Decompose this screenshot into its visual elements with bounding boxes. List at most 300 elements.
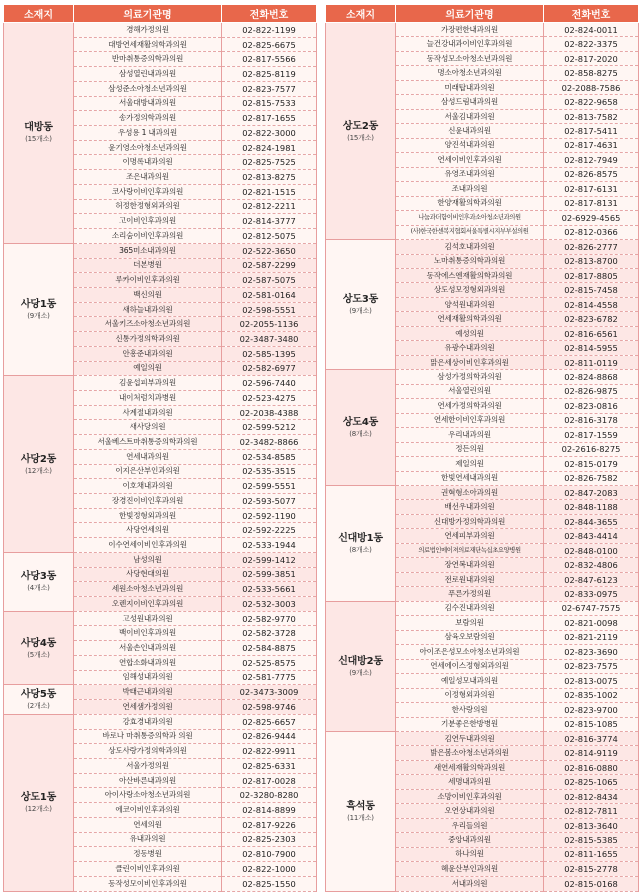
clinic-name: 김석호내과의원 [396,240,544,254]
clinic-phone: 02-599-3851 [222,567,317,582]
clinic-phone: 02-844-3655 [544,514,639,528]
clinic-phone: 02-533-5661 [222,582,317,597]
clinic-name: 오연상내과의원 [396,804,544,818]
clinic-phone: 02-812-2211 [222,199,317,214]
clinic-name: 연세피부과의원 [396,529,544,543]
region-name: 사당1동 [20,299,57,311]
region-cell [326,23,396,240]
clinic-phone: 02-592-1190 [222,508,317,523]
table-row [326,486,639,500]
region-count: (4개소) [27,584,50,593]
region-cell [326,601,396,731]
clinic-phone: 02-585-1395 [222,346,317,361]
region-count: (9개소) [27,312,50,321]
clinic-name: 나눔과더함이비인후과소아청소년과의원 [396,211,544,225]
region-count: (9개소) [349,668,372,677]
clinic-phone: 02-825-6331 [222,758,317,773]
clinic-phone: 02-848-1188 [544,500,639,514]
clinic-name: 중앙내과의원 [396,833,544,847]
clinic-phone: 02-533-1944 [222,538,317,553]
region-name: 사당5동 [20,689,57,701]
table-row [4,611,317,626]
clinic-name: 사당현대의원 [74,567,222,582]
clinic-name: 한빛연세내과의원 [396,471,544,485]
clinic-name: 제일의원 [396,457,544,471]
clinic-name: 동작성모소아청소년과의원 [396,51,544,65]
clinic-name: 소망이비인후과의원 [396,789,544,803]
clinic-phone: 02-813-3640 [544,818,639,832]
clinic-phone: 02-813-7582 [544,109,639,123]
clinic-phone: 02-814-5955 [544,341,639,355]
clinic-phone: 02-812-7949 [544,153,639,167]
clinic-phone: 02-821-1515 [222,184,317,199]
clinic-name: 전로원내과의원 [396,572,544,586]
clinic-name: (사)한국한센복지협회서울특별시지부부설의원 [396,225,544,239]
clinic-phone: 02-2088-7586 [544,80,639,94]
region-cell [4,611,74,685]
header-name: 의료기관명 [396,5,544,23]
clinic-name: 우리들의원 [396,818,544,832]
region-count: (11개소) [347,813,374,822]
table-row [326,23,639,37]
clinic-name: 연합소화내과의원 [74,655,222,670]
clinic-name: 이지은산부인과의원 [74,464,222,479]
clinic-phone: 02-815-7533 [222,96,317,111]
clinic-phone: 02-823-0816 [544,399,639,413]
clinic-phone: 02-817-8131 [544,196,639,210]
clinic-phone: 02-848-0100 [544,543,639,557]
clinic-phone: 02-825-6675 [222,37,317,52]
clinic-phone: 02-525-8575 [222,655,317,670]
clinic-name: 반마취통증의학과의원 [74,52,222,67]
header-phone: 전화번호 [222,5,317,23]
clinic-phone: 02-825-6657 [222,714,317,729]
clinic-name: 신통가정의학과의원 [74,332,222,347]
clinic-name: 장경진이비인후과의원 [74,494,222,509]
clinic-name: 아이조은성모소아청소년과의원 [396,645,544,659]
clinic-name: 루카이비인후과의원 [74,273,222,288]
clinic-name: 삼성준소아청소년과의원 [74,81,222,96]
clinic-phone: 02-812-5075 [222,229,317,244]
clinic-phone: 02-816-0880 [544,760,639,774]
region-name: 흑석동 [346,800,375,812]
clinic-phone: 02-821-0098 [544,616,639,630]
clinic-name: 바로나 마취통증의학과 의원 [74,729,222,744]
clinic-phone: 02-598-9746 [222,700,317,715]
region-name: 상도3동 [342,294,379,306]
clinic-name: 연세이비인후과의원 [396,153,544,167]
clinic-phone: 02-6929-4565 [544,211,639,225]
clinic-name: 서울베스트마취통증의학과의원 [74,435,222,450]
clinic-phone: 02-814-9119 [544,746,639,760]
clinic-name: 보람의원 [396,616,544,630]
clinic-phone: 02-825-1550 [222,876,317,891]
clinic-name: 김연두내과의원 [396,731,544,745]
clinic-name: 삼성열린내과의원 [74,67,222,82]
clinic-phone: 02-847-2083 [544,486,639,500]
clinic-name: 장연복내과의원 [396,558,544,572]
clinic-name: 연세의원 [74,817,222,832]
clinic-name: 예성의원 [396,326,544,340]
clinic-name: 윤기영소아청소년과의원 [74,140,222,155]
region-name: 상도1동 [20,792,57,804]
clinic-phone: 02-812-0366 [544,225,639,239]
clinic-phone: 02-815-0168 [544,876,639,891]
clinic-name: 한양재활의학과의원 [396,196,544,210]
clinic-phone: 02-581-7775 [222,670,317,685]
clinic-name: 서내과의원 [396,876,544,891]
clinic-phone: 02-582-6977 [222,361,317,376]
clinic-name: 우리내과의원 [396,428,544,442]
clinic-phone: 02-599-1412 [222,552,317,567]
clinic-name: 서울대방내과의원 [74,96,222,111]
clinic-phone: 02-584-8875 [222,641,317,656]
table-row [4,552,317,567]
clinic-phone: 02-825-7525 [222,155,317,170]
clinic-phone: 02-3280-8280 [222,788,317,803]
table-row [4,714,317,729]
clinic-phone: 02-825-1065 [544,775,639,789]
clinic-phone: 02-822-3000 [222,126,317,141]
region-count: (12개소) [25,805,52,814]
clinic-name: 새연세재활의학과의원 [396,760,544,774]
clinic-name: 안흥준내과의원 [74,346,222,361]
table-row [4,376,317,391]
clinic-name: 의료법인메이져의료재단녹십초요양병원 [396,543,544,557]
clinic-name: 오렌지이비인후과의원 [74,597,222,612]
clinic-name: 고성원내과의원 [74,611,222,626]
header-region: 소재지 [4,5,74,23]
table-body [326,23,639,892]
region-name: 사당4동 [20,637,57,649]
clinic-name: 서울손인내과의원 [74,641,222,656]
clinic-name: 코사랑이비인후과의원 [74,184,222,199]
clinic-name: 맑은세상이비인후과의원 [396,355,544,369]
region-count: (15개소) [347,133,374,142]
clinic-name: 백이비인후과의원 [74,626,222,641]
region-cell [4,552,74,611]
clinic-phone: 02-523-4275 [222,390,317,405]
clinic-name: 유광수내과의원 [396,341,544,355]
clinic-name: 서울키즈소아청소년과의원 [74,317,222,332]
clinic-phone: 02-815-1085 [544,717,639,731]
clinic-phone: 02-813-8700 [544,254,639,268]
region-count: (12개소) [25,466,52,475]
clinic-name: 밝은봄소아청소년과의원 [396,746,544,760]
clinic-phone: 02-817-1655 [222,111,317,126]
clinic-name: 새하늘내과의원 [74,302,222,317]
clinic-phone: 02-822-1000 [222,861,317,876]
clinic-name: 예일성모내과의원 [396,674,544,688]
region-name: 사당3동 [20,571,57,583]
clinic-phone: 02-815-7458 [544,283,639,297]
clinic-phone: 02-811-1655 [544,847,639,861]
clinic-phone: 02-812-7811 [544,804,639,818]
clinic-name: 강효경내과의원 [74,714,222,729]
clinic-phone: 02-814-8899 [222,803,317,818]
region-cell [4,685,74,714]
clinic-name: 노마취통증의학과의원 [396,254,544,268]
clinic-phone: 02-3482-8866 [222,435,317,450]
clinic-phone: 02-832-4806 [544,558,639,572]
clinic-name: 이수연세이비인후과의원 [74,538,222,553]
clinic-name: 기분좋은한방병원 [396,717,544,731]
clinic-phone: 02-825-2303 [222,832,317,847]
region-count: (9개소) [349,307,372,316]
table-row [326,240,639,254]
clinic-phone: 02-823-7575 [544,659,639,673]
clinic-phone: 02-817-2020 [544,51,639,65]
clinic-phone: 02-814-3777 [222,214,317,229]
clinic-name: 이명록내과의원 [74,155,222,170]
clinic-name: 백신의원 [74,287,222,302]
clinic-phone: 02-817-5411 [544,124,639,138]
clinic-phone: 02-823-7577 [222,81,317,96]
clinic-phone: 02-826-8575 [544,167,639,181]
clinic-name: 상도성모정형외과의원 [396,283,544,297]
clinic-name: 정든의원 [396,442,544,456]
clinic-name: 우성용 1 내과의원 [74,126,222,141]
clinic-name: 아이사랑소아청소년과의원 [74,788,222,803]
clinic-phone: 02-835-1002 [544,688,639,702]
clinic-phone: 02-823-3690 [544,645,639,659]
clinic-name: 허정한정형외과의원 [74,199,222,214]
clinic-name: 사계절내과의원 [74,405,222,420]
clinic-phone: 02-810-7900 [222,847,317,862]
clinic-phone: 02-824-8868 [544,370,639,384]
clinic-phone: 02-826-9875 [544,384,639,398]
region-name: 신대방2동 [338,655,383,667]
region-name: 대방동 [24,122,53,134]
table-row [326,731,639,745]
clinic-name: 연세가정의학과의원 [396,399,544,413]
clinic-name: 고이비인후과의원 [74,214,222,229]
clinic-name: 서울가정의원 [74,758,222,773]
clinic-phone: 02-599-5212 [222,420,317,435]
table-row [4,685,317,700]
clinic-phone: 02-581-0164 [222,287,317,302]
clinic-phone: 02-534-8585 [222,449,317,464]
clinic-name: 권혁형소아과의원 [396,486,544,500]
table-header-row [4,5,317,23]
region-name: 상도4동 [342,417,379,429]
clinic-name: 임해성내과의원 [74,670,222,685]
clinic-phone: 02-582-3728 [222,626,317,641]
clinic-phone: 02-3473-3009 [222,685,317,700]
clinic-name: 한빛정형외과의원 [74,508,222,523]
clinic-phone: 02-2055-1136 [222,317,317,332]
clinic-phone: 02-596-7440 [222,376,317,391]
clinic-name: 푸른가정의원 [396,587,544,601]
clinic-name: 하나의원 [396,847,544,861]
clinic-phone: 02-593-5077 [222,494,317,509]
clinic-name: 조은내과의원 [74,170,222,185]
clinic-name: 서울열린의원 [396,384,544,398]
clinic-name: 미래탑내과의원 [396,80,544,94]
clinic-name: 대방연세재활의학과의원 [74,37,222,52]
table-row [326,601,639,615]
clinic-name: 연세에이스정형외과의원 [396,659,544,673]
clinic-phone: 02-813-8275 [222,170,317,185]
clinic-phone: 02-825-8119 [222,67,317,82]
clinic-phone: 02-843-4414 [544,529,639,543]
clinic-phone: 02-822-1199 [222,23,317,38]
clinic-phone: 02-822-3375 [544,37,639,51]
table-row [4,243,317,258]
clinic-phone: 02-822-9658 [544,95,639,109]
clinic-phone: 02-3487-3480 [222,332,317,347]
clinic-phone: 02-816-3178 [544,413,639,427]
region-cell [4,23,74,244]
clinic-name: 경해가정의원 [74,23,222,38]
clinic-name: 에코이비인후과의원 [74,803,222,818]
clinic-name: 혜윤산부인과의원 [396,862,544,876]
clinic-phone: 02-582-9770 [222,611,317,626]
clinic-phone: 02-817-8805 [544,268,639,282]
clinic-name: 한사랑의원 [396,703,544,717]
clinic-name: 연세한이비인후과의원 [396,413,544,427]
clinic-name: 유내과의원 [74,832,222,847]
region-cell [326,370,396,486]
clinic-phone: 02-815-5385 [544,833,639,847]
clinic-name: 김윤섭피부과의원 [74,376,222,391]
region-count: (15개소) [25,135,52,144]
clinic-name: 동작에스엔재활의학과의원 [396,268,544,282]
region-name: 신대방1동 [338,532,383,544]
clinic-phone: 02-847-6123 [544,572,639,586]
region-name: 사당2동 [20,453,57,465]
clinic-phone: 02-826-2777 [544,240,639,254]
clinic-name: 남성의원 [74,552,222,567]
header-phone: 전화번호 [544,5,639,23]
clinic-phone: 02-824-1981 [222,140,317,155]
region-cell [4,714,74,891]
clinic-name: 박태근내과의원 [74,685,222,700]
clinic-table-left [3,4,317,892]
table-body [4,23,317,892]
clinic-phone: 02-2038-4388 [222,405,317,420]
clinic-name: 연세샘가정의원 [74,700,222,715]
table-header-row [326,5,639,23]
clinic-name: 연세재활의학과의원 [396,312,544,326]
clinic-phone: 02-826-7582 [544,471,639,485]
clinic-name: 세원소아청소년과의원 [74,582,222,597]
clinic-name: 소리숨이비인후과의원 [74,229,222,244]
clinic-name: 양진석내과의원 [396,138,544,152]
clinic-phone: 02-817-1559 [544,428,639,442]
clinic-name: 배선우내과의원 [396,500,544,514]
region-count: (2개소) [27,702,50,711]
clinic-name: 클린이비인후과의원 [74,861,222,876]
table-row [4,23,317,38]
clinic-phone: 02-812-8434 [544,789,639,803]
clinic-name: 가장편한내과의원 [396,23,544,37]
clinic-phone: 02-815-2778 [544,862,639,876]
clinic-name: 사당연세의원 [74,523,222,538]
clinic-name: 김수진내과의원 [396,601,544,615]
clinic-name: 늘건강내과이비인후과의원 [396,37,544,51]
clinic-name: 연세내과의원 [74,449,222,464]
clinic-phone: 02-598-5551 [222,302,317,317]
clinic-phone: 02-824-0011 [544,23,639,37]
clinic-name: 이호채내과의원 [74,479,222,494]
clinic-name: 유영조내과의원 [396,167,544,181]
clinic-phone: 02-823-9700 [544,703,639,717]
clinic-phone: 02-587-5075 [222,273,317,288]
clinic-name: 아산바른내과의원 [74,773,222,788]
clinic-name: 세명내과의원 [396,775,544,789]
clinic-name: 새사당의원 [74,420,222,435]
region-cell [4,243,74,375]
clinic-table-right [325,4,639,892]
clinic-phone: 02-599-5551 [222,479,317,494]
clinic-name: 신윤내과의원 [396,124,544,138]
clinic-phone: 02-817-0028 [222,773,317,788]
clinic-phone: 02-817-9226 [222,817,317,832]
region-count: (8개소) [349,430,372,439]
clinic-phone: 02-522-3650 [222,243,317,258]
clinic-name: 명소아청소년과의원 [396,66,544,80]
clinic-phone: 02-815-0179 [544,457,639,471]
region-count: (5개소) [27,650,50,659]
header-name: 의료기관명 [74,5,222,23]
clinic-phone: 02-817-4631 [544,138,639,152]
clinic-phone: 02-817-6131 [544,182,639,196]
region-cell [326,240,396,370]
clinic-phone: 02-532-3003 [222,597,317,612]
clinic-phone: 02-811-0119 [544,355,639,369]
clinic-phone: 02-2616-8275 [544,442,639,456]
clinic-phone: 02-817-5566 [222,52,317,67]
clinic-name: 양석원내과의원 [396,297,544,311]
clinic-name: 365미소내과의원 [74,243,222,258]
clinic-phone: 02-826-9444 [222,729,317,744]
clinic-phone: 02-587-2299 [222,258,317,273]
region-cell [326,486,396,602]
clinic-phone: 02-814-4558 [544,297,639,311]
region-count: (8개소) [349,545,372,554]
header-region: 소재지 [326,5,396,23]
clinic-name: 예일의원 [74,361,222,376]
clinic-phone: 02-821-2119 [544,630,639,644]
clinic-name: 삼육오보람의원 [396,630,544,644]
clinic-name: 조내과의원 [396,182,544,196]
clinic-name: 내이처럼치과병원 [74,390,222,405]
clinic-name: 송가정의학과의원 [74,111,222,126]
clinic-phone: 02-833-0975 [544,587,639,601]
clinic-name: 서울김내과의원 [396,109,544,123]
clinic-phone: 02-816-6561 [544,326,639,340]
clinic-name: 더본병원 [74,258,222,273]
region-name: 상도2동 [342,120,379,132]
clinic-name: 상도사랑가정의학과의원 [74,744,222,759]
clinic-phone: 02-822-9911 [222,744,317,759]
region-cell [326,731,396,891]
table-row [326,370,639,384]
clinic-name: 신대방가정의학과의원 [396,514,544,528]
clinic-phone: 02-6747-7575 [544,601,639,615]
clinic-name: 이정형외과의원 [396,688,544,702]
clinic-phone: 02-592-2225 [222,523,317,538]
clinic-name: 정동병원 [74,847,222,862]
clinic-phone: 02-823-6782 [544,312,639,326]
clinic-name: 삼성드림내과의원 [396,95,544,109]
region-cell [4,376,74,553]
clinic-name: 동작성모이비인후과의원 [74,876,222,891]
clinic-phone: 02-858-8275 [544,66,639,80]
clinic-name: 삼성가정의학과의원 [396,370,544,384]
clinic-phone: 02-813-0075 [544,674,639,688]
